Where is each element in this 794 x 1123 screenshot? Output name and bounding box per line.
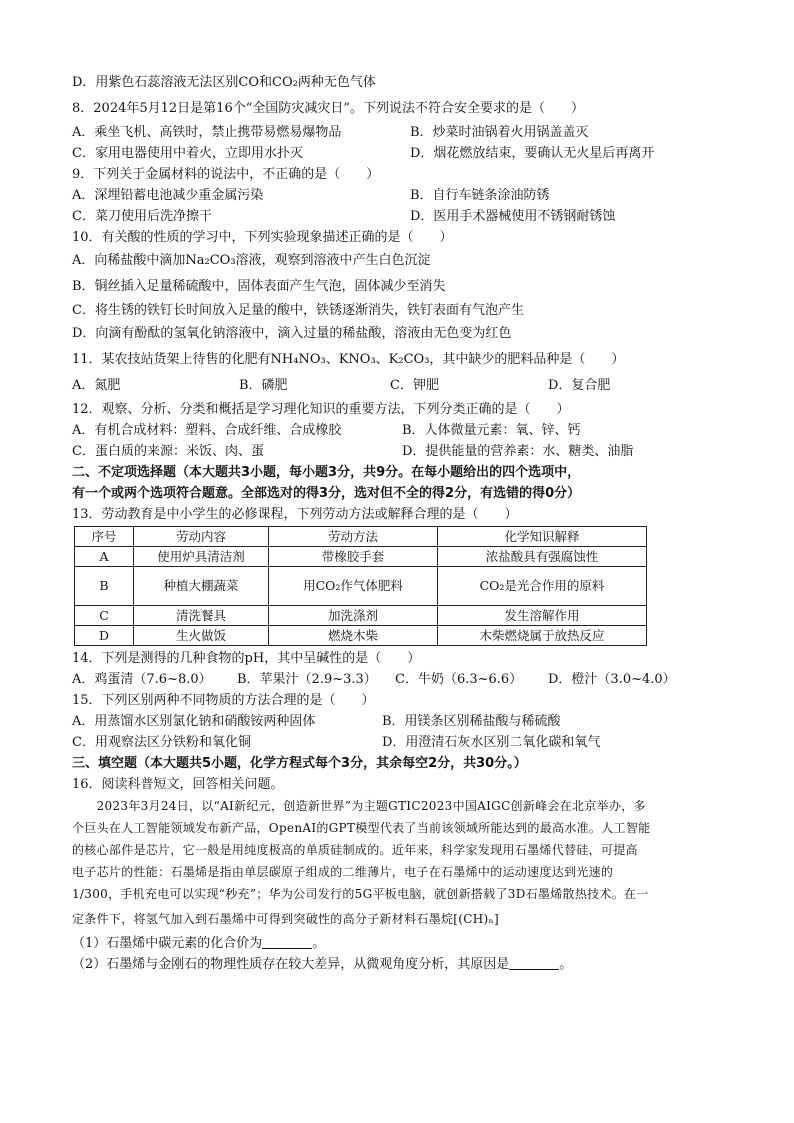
article-line: 1/300，手机充电可以实现“秒充”；华为公司发行的5G平板电脑，就创新搭载了3D石墨烯散热技术。在一 [72,887,649,901]
q8-options-row1 [72,122,732,143]
table-header: 劳动方法 [269,527,438,547]
answer-blank[interactable] [262,934,312,949]
section-2-heading-line2: 有一个或两个选项符合题意。全部选对的得3分，选对但不全的得2分，有选错的得0分） [72,486,581,501]
q9-options-row1 [72,185,732,206]
q11-option-b: B．磷肥 [239,378,288,393]
table-cell: 带橡胶手套 [269,547,438,567]
q11-option-a: A．氮肥 [72,378,121,393]
q10-option-d: D．向滴有酚酞的氢氧化钠溶液中，滴入过量的稀盐酸，溶液由无色变为红色 [72,326,512,341]
q16-sub1-text: （1）石墨烯中碳元素的化合价为 [72,936,263,951]
q12-options-row2 [72,441,732,462]
q16-sub2-end: 。 [559,957,573,972]
q8-options-row2 [72,143,732,164]
table-header: 劳动内容 [134,527,269,547]
table-cell: A [75,547,134,567]
q14-option-a: A．鸡蛋清（7.6~8.0） [72,672,212,687]
q13-stem: 13．劳动教育是中小学生的必修课程，下列劳动方法或解释合理的是（ ） [72,507,518,522]
q16-sub1-end: 。 [312,936,326,951]
table-row [75,606,647,626]
q11-option-d: D．复合肥 [548,378,611,393]
table-cell: D [75,626,134,646]
q11-stem: 11．某农技站货架上待售的化肥有NH₄NO₃、KNO₃、K₂CO₃，其中缺少的肥料品种是（ ） [72,352,625,367]
q8-option-a: A．乘坐飞机、高铁时，禁止携带易燃易爆物品 [72,125,342,140]
q9-option-d: D．医用手术器械使用不锈钢耐锈蚀 [410,209,616,224]
q8-option-d: D．烟花燃放结束，要确认无火星后再离开 [410,146,655,161]
q12-options-row1 [72,420,732,441]
q12-stem: 12．观察、分析、分类和概括是学习理化知识的重要方法，下列分类正确的是（ ） [72,402,570,417]
q11-option-c: C．钾肥 [390,378,439,393]
article-line: 定条件下，将氢气加入到石墨烯中可得到突破性的高分子新材料石墨烷[(CH)ₙ] [72,912,499,926]
table-header: 序号 [75,527,134,547]
section-2-heading-line1: 二、不定项选择题（本大题共3小题，每小题3分，共9分。在每小题给出的四个选项中， [72,465,581,480]
q15-options-row2 [72,732,732,753]
table-cell: 燃烧木柴 [269,626,438,646]
q9-option-b: B．自行车链条涂油防锈 [410,188,550,203]
table-cell: 生火做饭 [134,626,269,646]
q15-option-d: D．用澄清石灰水区别二氧化碳和氧气 [382,735,601,750]
table-header-row [75,527,647,547]
q15-option-b: B．用镁条区别稀盐酸与稀硫酸 [382,714,561,729]
table-cell: 清洗餐具 [134,606,269,626]
table-cell: 加洗涤剂 [269,606,438,626]
table-cell: CO₂是光合作用的原料 [438,567,647,606]
q16-sub2-text: （2）石墨烯与金刚石的物理性质存在较大差异，从微观角度分析，其原因是 [72,957,510,972]
table-row [75,547,647,567]
q11-options [72,373,732,399]
q14-stem: 14．下列是测得的几种食物的pH，其中呈碱性的是（ ） [72,651,421,666]
q9-options-row2 [72,206,732,227]
q12-option-d: D．提供能量的营养素：水、糖类、油脂 [402,444,634,459]
q10-option-c: C．将生锈的铁钉长时间放入足量的酸中，铁锈逐渐消失，铁钉表面有气泡产生 [72,303,524,318]
table-cell: 浓盐酸具有强腐蚀性 [438,547,647,567]
q16-sub1 [72,933,732,954]
q15-option-a: A．用蒸馏水区别氯化钠和硝酸铵两种固体 [72,714,316,729]
exam-page [72,70,732,975]
q8-option-c: C．家用电器使用中着火，立即用水扑灭 [72,146,303,161]
answer-blank[interactable] [509,955,559,970]
article-line: 的核心部件是芯片，它一般是用纯度极高的单质硅制成的。近年来，科学家发现用石墨烯代替硅，可提高 [72,843,638,857]
q12-option-a: A．有机合成材料：塑料、合成纤维、合成橡胶 [72,423,342,438]
table-cell: 使用炉具清洁剂 [134,547,269,567]
q15-option-c: C．用观察法区分铁粉和氧化铜 [72,735,251,750]
article-line: 2023年3月24日，以“AI新纪元，创造新世界”为主题GTIC2023中国AIGC创新峰会在北京举办，多 [72,799,646,813]
q9-stem: 9．下列关于金属材料的说法中，不正确的是（ ） [72,167,380,182]
table-cell: 发生溶解作用 [438,606,647,626]
q16-article [72,795,732,933]
table-header: 化学知识解释 [438,527,647,547]
q16-stem: 16．阅读科普短文，回答相关问题。 [72,777,284,792]
table-cell: B [75,567,134,606]
table-row [75,567,647,606]
article-line: 个巨头在人工智能领域发布新产品，OpenAI的GPT模型代表了当前该领域所能达到的最高水准。人工智能 [72,821,651,835]
q12-option-b: B．人体微量元素：氧、锌、钙 [402,423,581,438]
q14-option-c: C．牛奶（6.3~6.6） [395,672,523,687]
q8-stem: 8．2024年5月12日是第16个“全国防灾减灾日”。下列说法不符合安全要求的是（ ） [72,101,585,116]
q10-option-b: B．铜丝插入足量稀硫酸中，固体表面产生气泡，固体减少至消失 [72,279,446,294]
q10-stem: 10．有关酸的性质的学习中，下列实验现象描述正确的是（ ） [72,230,453,245]
table-cell: C [75,606,134,626]
q15-stem: 15．下列区别两种不同物质的方法合理的是（ ） [72,693,375,708]
q10-option-a: A．向稀盐酸中滴加Na₂CO₃溶液，观察到溶液中产生白色沉淀 [72,253,431,268]
q9-option-a: A．深埋铅蓄电池减少重金属污染 [72,188,264,203]
q14-option-d: D．橙汁（3.0~4.0） [548,672,676,687]
q16-sub2 [72,954,732,975]
table-row [75,626,647,646]
table-cell: 种植大棚蔬菜 [134,567,269,606]
q8-option-b: B．炒菜时油锅着火用锅盖盖灭 [410,125,589,140]
q12-option-c: C．蛋白质的来源：米饭、肉、蛋 [72,444,264,459]
section-3-heading: 三、填空题（本大题共5小题，化学方程式每个3分，其余每空2分，共30分。） [72,756,527,771]
q9-option-c: C．菜刀使用后洗净擦干 [72,209,212,224]
q13-table [74,526,647,646]
q15-options-row1 [72,711,732,732]
article-line: 电子芯片的性能：石墨烯是指由单层碳原子组成的二维薄片，电子在石墨烯中的运动速度达到光速的 [72,865,614,879]
table-cell: 用CO₂作气体肥料 [269,567,438,606]
q14-options [72,669,732,690]
table-cell: 木柴燃烧属于放热反应 [438,626,647,646]
q7-option-d: D．用紫色石蕊溶液无法区别CO和CO₂两种无色气体 [72,75,376,90]
q14-option-b: B．苹果汁（2.9~3.3） [237,672,377,687]
